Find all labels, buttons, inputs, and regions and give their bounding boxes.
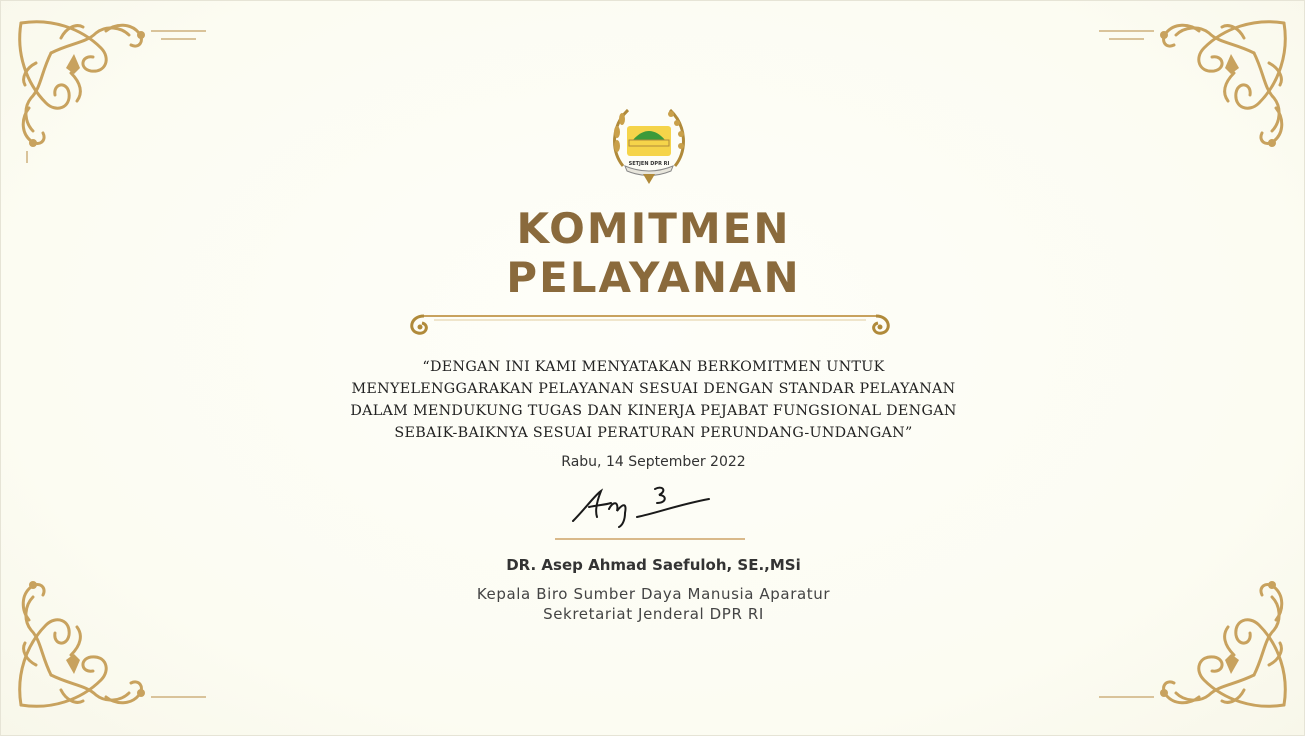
corner-ornament-top-right-icon xyxy=(1094,13,1294,163)
commitment-statement xyxy=(301,356,1006,444)
signing-date: Rabu, 14 September 2022 xyxy=(561,454,746,470)
signer-name: DR. Asep Ahmad Saefuloh, SE.,MSi xyxy=(506,556,801,574)
signer-position: Kepala Biro Sumber Daya Manusia Aparatur xyxy=(476,585,831,603)
statement-line: “DENGAN INI KAMI MENYATAKAN BERKOMITMEN UNTUK xyxy=(422,359,885,375)
signer-institution: Sekretariat Jenderal DPR RI xyxy=(543,605,764,623)
emblem-label: SETJEN DPR RI xyxy=(628,161,670,167)
corner-ornament-top-left-icon xyxy=(11,13,211,163)
signature-line xyxy=(555,538,745,540)
statement-line: SEBAIK-BAIKNYA SESUAI PERATURAN PERUNDANG-UNDANGAN” xyxy=(394,425,913,441)
title-line-2: PELAYANAN xyxy=(506,253,801,302)
statement-line: DALAM MENDUKUNG TUGAS DAN KINERJA PEJABAT FUNGSIONAL DENGAN xyxy=(350,403,957,419)
statement-line: MENYELENGGARAKAN PELAYANAN SESUAI DENGAN STANDAR PELAYANAN xyxy=(351,381,956,397)
title-divider-icon xyxy=(404,311,896,341)
handwritten-signature xyxy=(567,481,717,529)
setjen-dpr-ri-emblem-icon xyxy=(603,96,695,188)
title-line-1: KOMITMEN xyxy=(516,204,791,253)
